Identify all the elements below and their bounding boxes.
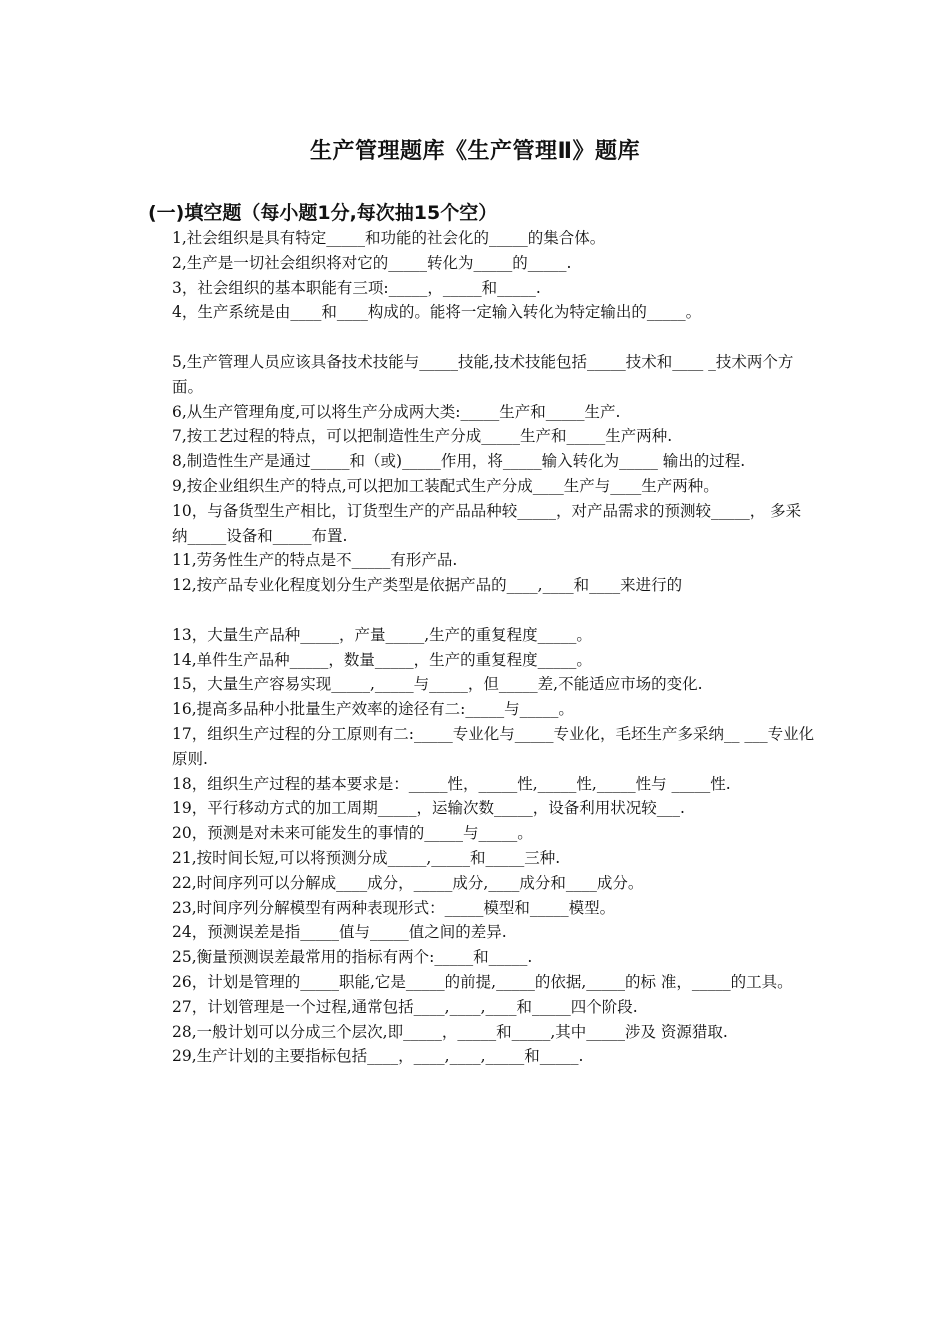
question-item: 24，预测误差是指_____值与_____值之间的差异. [172, 923, 507, 942]
question-item: 4，生产系统是由____和____构成的。能将一定输入转化为特定输出的_____。 [172, 303, 702, 322]
question-item: 17，组织生产过程的分工原则有二:_____专业化与_____专业化，毛坯生产多采纳__ ___专业化原则. [172, 724, 815, 768]
question-item: 25,衡量预测误差最常用的指标有两个:_____和_____. [172, 948, 533, 967]
question-item: 28,一般计划可以分成三个层次,即_____，_____和_____,其中_____涉及 资源猎取. [172, 1022, 728, 1041]
question-item: 23,时间序列分解模型有两种表现形式：_____模型和_____模型。 [172, 898, 616, 917]
question-item: 29,生产计划的主要指标包括____，____,____,_____和_____. [172, 1047, 584, 1066]
question-item: 14,单件生产品种_____，数量_____，生产的重复程度_____。 [172, 650, 592, 669]
question-item: 6,从生产管理角度,可以将生产分成两大类:_____生产和_____生产. [172, 402, 621, 421]
question-item: 10，与备货型生产相比，订货型生产的产品品种较_____，对产品需求的预测较_____， 多采纳_____设备和_____布置. [172, 501, 802, 545]
question-item: 3，社会组织的基本职能有三项:_____，_____和_____. [172, 278, 541, 297]
question-item: 15，大量生产容易实现_____,_____与_____，但_____差,不能适应市场的变化. [172, 675, 703, 694]
question-item: 20，预测是对未来可能发生的事情的_____与_____。 [172, 824, 533, 843]
question-item: 26，计划是管理的_____职能,它是_____的前提,_____的依据,_____的标 准，_____的工具。 [172, 972, 793, 991]
question-item: 2,生产是一切社会组织将对它的_____转化为_____的_____. [172, 253, 572, 272]
question-item: 5,生产管理人员应该具备技术技能与_____技能,技术技能包括_____技术和____ _技术两个方面。 [172, 352, 794, 396]
question-item: 9,按企业组织生产的特点,可以把加工装配式生产分成____生产与____生产两种。 [172, 476, 719, 495]
question-list [172, 226, 816, 1069]
section-heading: (一)填空题（每小题1分,每次抽15个空） [148, 202, 498, 224]
question-item: 1,社会组织是具有特定_____和功能的社会化的_____的集合体。 [172, 229, 606, 247]
question-item: 22,时间序列可以分解成____成分，_____成分,____成分和____成分。 [172, 873, 644, 892]
page-title: 生产管理题库《生产管理Ⅱ》题库 [310, 139, 640, 164]
question-item: 7,按工艺过程的特点，可以把制造性生产分成_____生产和_____生产两种. [172, 427, 673, 446]
question-item: 8,制造性生产是通过_____和（或)_____作用，将_____输入转化为_____ 输出的过程. [172, 452, 746, 471]
question-item: 11,劳务性生产的特点是不_____有形产品. [172, 551, 458, 570]
question-item: 18，组织生产过程的基本要求是：_____性，_____性,_____性,_____性与 _____性. [172, 774, 731, 793]
question-item: 27，计划管理是一个过程,通常包括____,____,____和_____四个阶段. [172, 997, 638, 1016]
question-item: 12,按产品专业化程度划分生产类型是依据产品的____,____和____来进行的 [172, 576, 683, 595]
question-item: 13，大量生产品种_____，产量_____,生产的重复程度_____。 [172, 625, 592, 644]
question-item: 21,按时间长短,可以将预测分成_____,_____和_____三种. [172, 848, 561, 867]
question-item: 19，平行移动方式的加工周期_____，运输次数_____，设备利用状况较___. [172, 799, 685, 818]
question-item: 16,提高多品种小批量生产效率的途径有二:_____与_____。 [172, 700, 574, 719]
